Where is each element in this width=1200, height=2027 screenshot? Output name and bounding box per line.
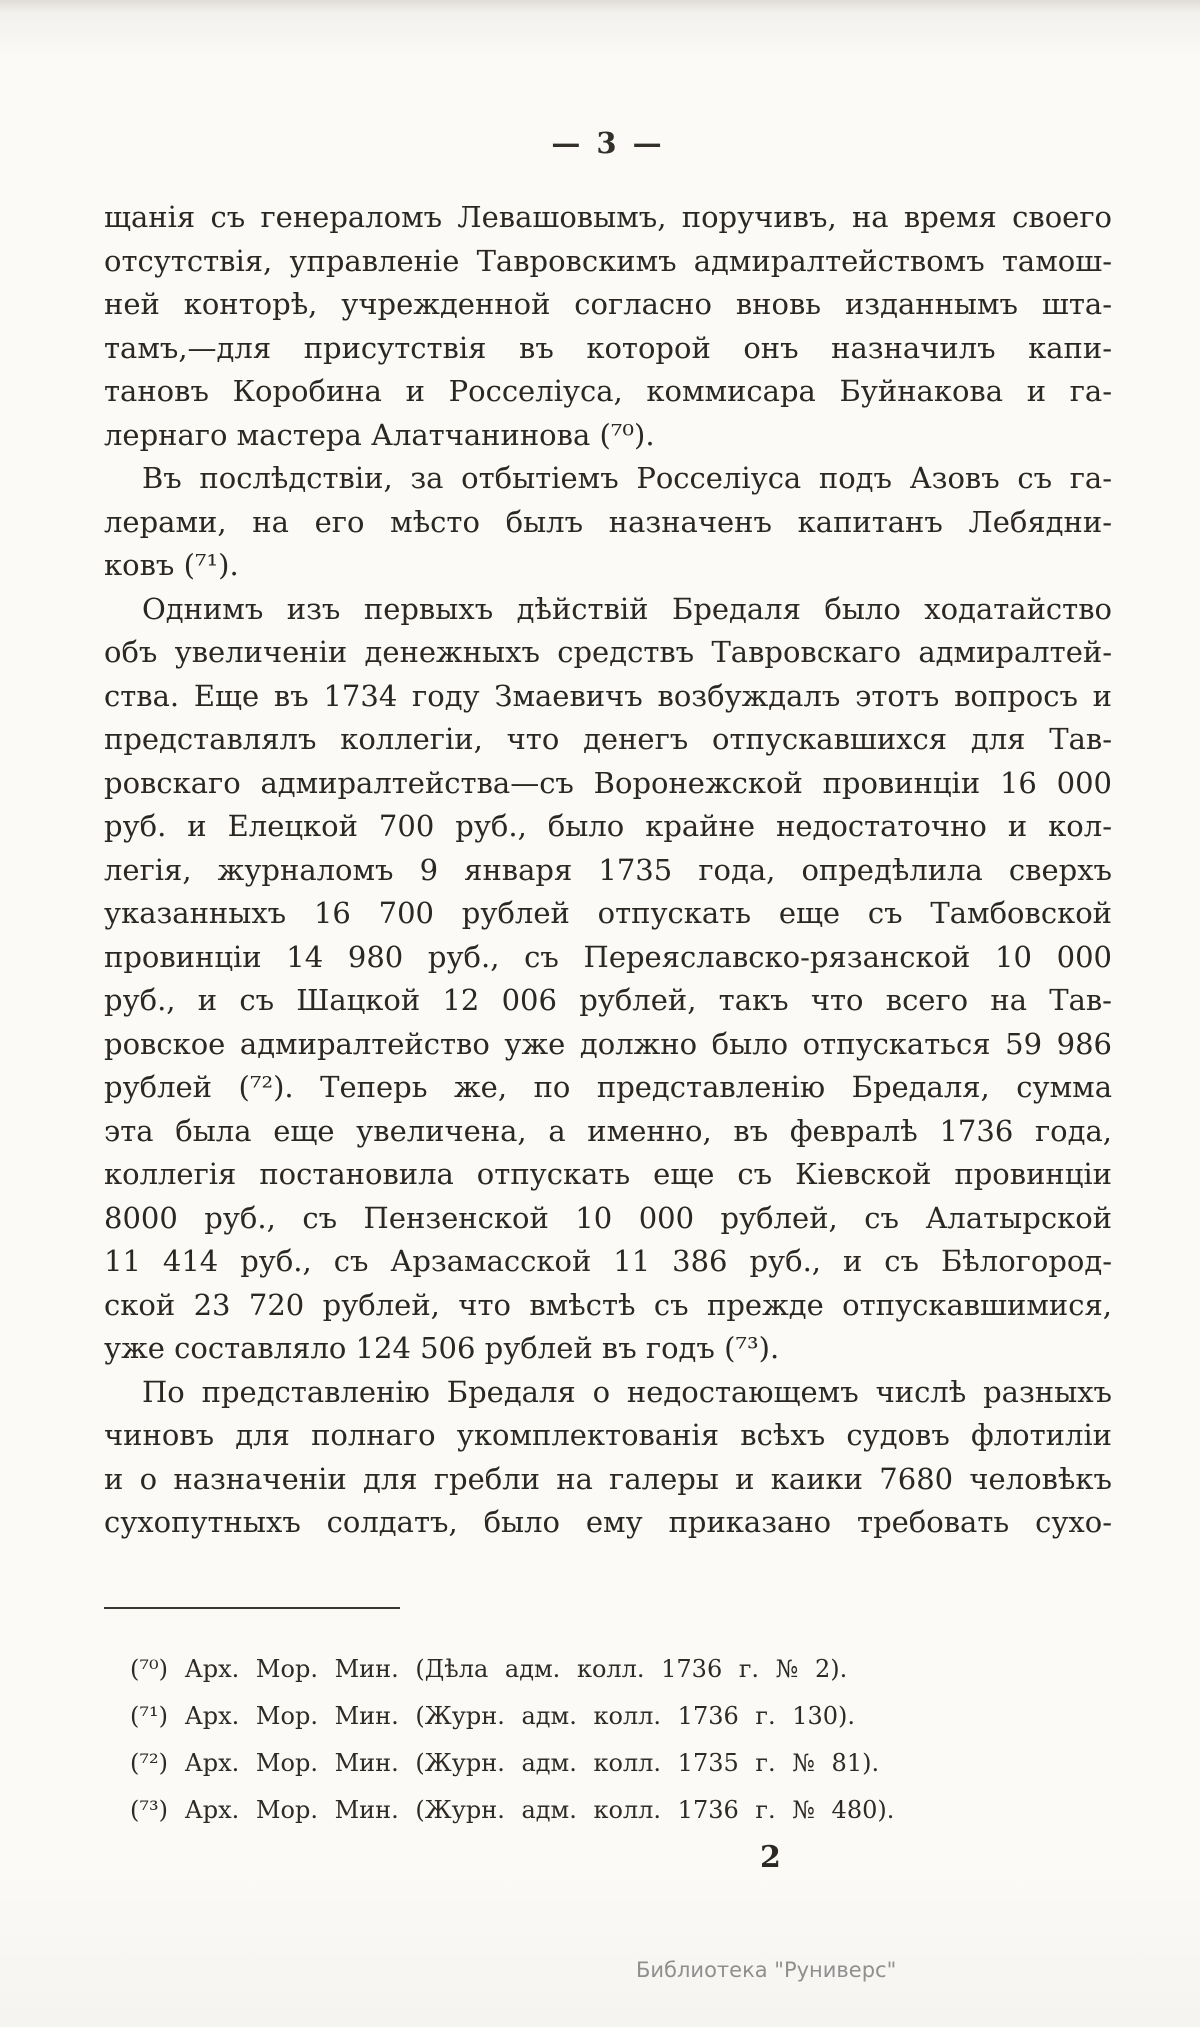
text-line: представлялъ коллегіи, что денегъ отпускавшихся для Тав- <box>104 722 1112 756</box>
text-line: эта была еще увеличена, а именно, въ февралѣ 1736 года, <box>104 1113 1112 1148</box>
text-line: тановъ Коробина и Росселіуса, коммисара Буйнакова и га- <box>104 374 1112 408</box>
footnote-line: (⁷¹) Арх. Мор. Мин. (Журн. адм. колл. 1736 г. 130). <box>130 1702 856 1730</box>
footnote-line: (⁷³) Арх. Мор. Мин. (Журн. адм. колл. 1736 г. № 480). <box>130 1796 895 1824</box>
library-watermark: Библиотека "Руниверс" <box>636 1958 897 1982</box>
text-line: руб., и съ Шацкой 12 006 рублей, такъ что всего на Тав- <box>104 983 1112 1017</box>
text-line: рублей (⁷²). Теперь же, по представленію Бредаля, сумма <box>104 1070 1112 1104</box>
footnote-line: (⁷⁰) Арх. Мор. Мин. (Дѣла адм. колл. 1736 г. № 2). <box>130 1655 848 1683</box>
text-line: и о назначеніи для гребли на галеры и каики 7680 человѣкъ <box>104 1461 1112 1496</box>
text-line: ровское адмиралтейство уже должно было отпускаться 59 986 <box>104 1026 1112 1061</box>
text-line: щанія съ генераломъ Левашовымъ, поручивъ, на время своего <box>104 200 1112 234</box>
footnote-separator-rule <box>104 1607 400 1609</box>
text-line: ства. Еще въ 1734 году Змаевичъ возбуждалъ этотъ вопросъ и <box>104 678 1112 713</box>
text-line: легія, журналомъ 9 января 1735 года, опредѣлила сверхъ <box>104 852 1112 887</box>
text-line: руб. и Елецкой 700 руб., было крайне недостаточно и кол- <box>104 809 1112 843</box>
text-line: тамъ,—для присутствія въ которой онъ назначилъ капи- <box>104 330 1112 365</box>
text-line: лерами, на его мѣсто былъ назначенъ капитанъ Лебядни- <box>104 504 1112 539</box>
text-line: Однимъ изъ первыхъ дѣйствій Бредаля было ходатайство <box>142 591 1112 626</box>
footnotes <box>130 1646 1070 1834</box>
signature-page-number: 2 <box>760 1840 781 1875</box>
text-line: коллегія постановила отпускать еще съ Кіевской провинціи <box>104 1157 1112 1191</box>
page-number-header: — 3 — <box>551 126 665 160</box>
text-line: объ увеличеніи денежныхъ средствъ Тавровскаго адмиралтей- <box>104 635 1112 669</box>
text-line: отсутствія, управленіе Тавровскимъ адмиралтействомъ тамош- <box>104 243 1112 278</box>
text-line: сухопутныхъ солдатъ, было ему приказано требовать сухо- <box>104 1505 1112 1539</box>
text-line: ковъ (⁷¹). <box>104 548 239 582</box>
text-line: указанныхъ 16 700 рублей отпускать еще съ Тамбовской <box>104 896 1112 930</box>
text-line: Въ послѣдствіи, за отбытіемъ Росселіуса подъ Азовъ съ га- <box>142 461 1112 495</box>
text-line: ней конторѣ, учрежденной согласно вновь изданнымъ шта- <box>104 287 1112 321</box>
text-line: лернаго мастера Алатчанинова (⁷⁰). <box>104 417 655 452</box>
text-line: ровскаго адмиралтейства—съ Воронежской провинціи 16 000 <box>104 765 1112 800</box>
text-line: ской 23 720 рублей, что вмѣстѣ съ прежде отпускавшимися, <box>104 1287 1112 1322</box>
text-line: уже составляло 124 506 рублей въ годъ (⁷³). <box>104 1331 780 1365</box>
text-line: 11 414 руб., съ Арзамасской 11 386 руб., и съ Бѣлогород- <box>104 1244 1112 1278</box>
footnote-line: (⁷²) Арх. Мор. Мин. (Журн. адм. колл. 1735 г. № 81). <box>130 1749 880 1777</box>
text-line: провинціи 14 980 руб., съ Переяславско-рязанской 10 000 <box>104 939 1112 974</box>
text-line: чиновъ для полнаго укомплектованія всѣхъ судовъ флотиліи <box>104 1418 1112 1452</box>
text-line: 8000 руб., съ Пензенской 10 000 рублей, съ Алатырской <box>104 1200 1112 1235</box>
text-block <box>104 196 1112 1545</box>
text-line: По представленію Бредаля о недостающемъ числѣ разныхъ <box>142 1374 1112 1409</box>
